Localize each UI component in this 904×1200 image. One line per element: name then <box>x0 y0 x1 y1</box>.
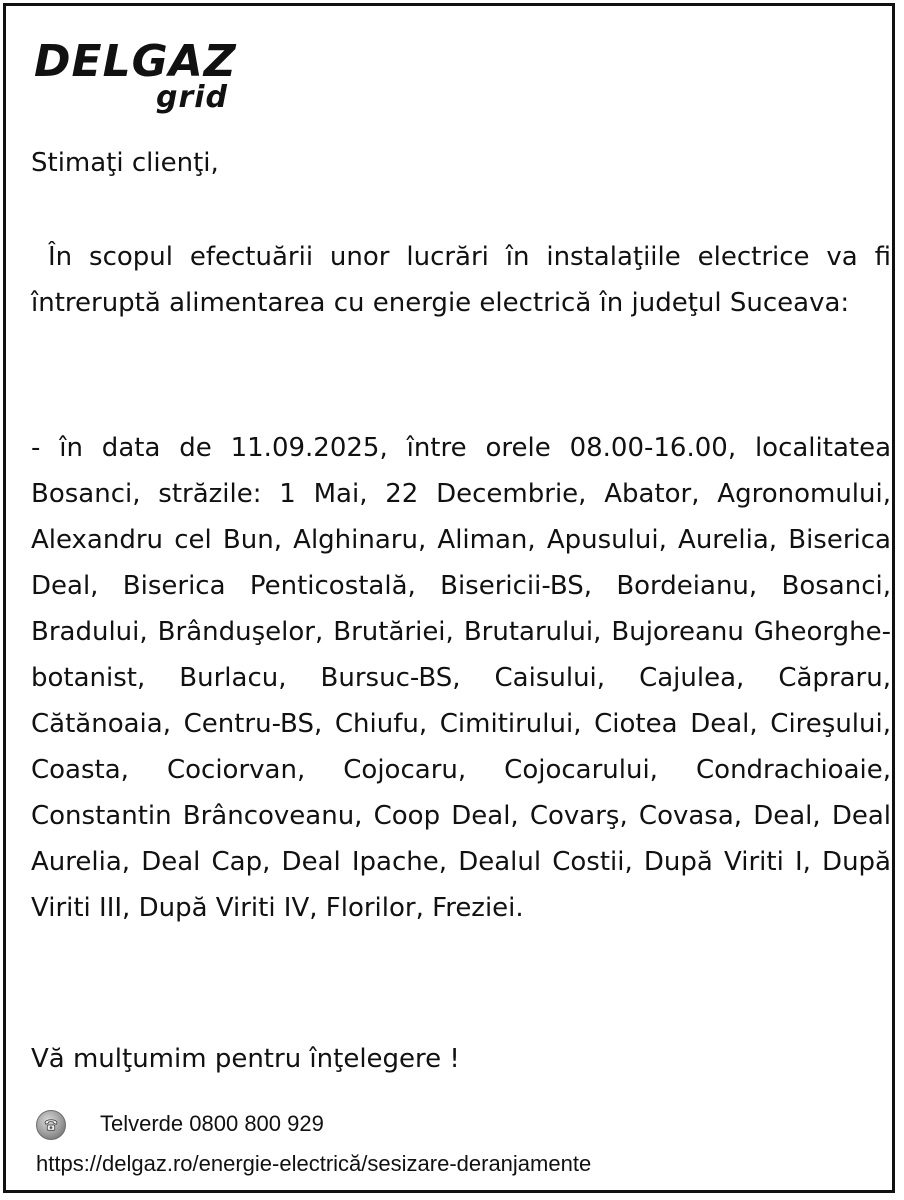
hotline-phone[interactable]: Telverde 0800 800 929 <box>100 1111 324 1136</box>
logo-sub-text: grid <box>156 80 229 115</box>
logo-main-text: DELGAZ <box>34 36 237 87</box>
outage-details-paragraph: - în data de 11.09.2025, între orele 08.00-16.00, localitatea Bosanci, străzile: 1 Mai, 22 Decembrie, Abator, Agronomului, Alexandru cel Bun, Alghinaru, Aliman, Apusului, Aurelia, Biserica Deal, Biserica Penticostală, Bisericii-BS, Bordeianu, Bosanci, Bradului, Brânduşelor, Brutăriei, Brutarului, Bujoreanu Gheorghe-botanist, Burlacu, Bursuc-BS, Caisului, Cajulea, Căpraru, Cătănoaia, Centru-BS, Chiufu, Cimitirului, Ciotea Deal, Cireşului, Coasta, Cociorvan, Cojocaru, Cojocarului, Condrachioaie, Constantin Brâncoveanu, Coop Deal, Covarş, Covasa, Deal, Deal Aurelia, Deal Cap, Deal Ipache, Dealul Costii, După Viriti I, După Viriti III, După Viriti IV, Florilor, Freziei. <box>31 433 891 923</box>
greeting-text: Stimaţi clienţi, <box>31 148 219 178</box>
delgaz-grid-logo <box>34 38 244 118</box>
thanks-text: Vă mulţumim pentru înţelegere ! <box>31 1044 460 1074</box>
contact-row <box>36 1106 636 1142</box>
intro-paragraph: În scopul efectuării unor lucrări în instalaţiile electrice va fi întreruptă alimentarea cu energie electrică în judeţul Suceava: <box>31 242 891 318</box>
website-link[interactable]: https://delgaz.ro/energie-electrică/sesizare-deranjamente <box>36 1151 592 1176</box>
telephone-icon <box>36 1110 66 1140</box>
notice-frame <box>3 3 895 1193</box>
